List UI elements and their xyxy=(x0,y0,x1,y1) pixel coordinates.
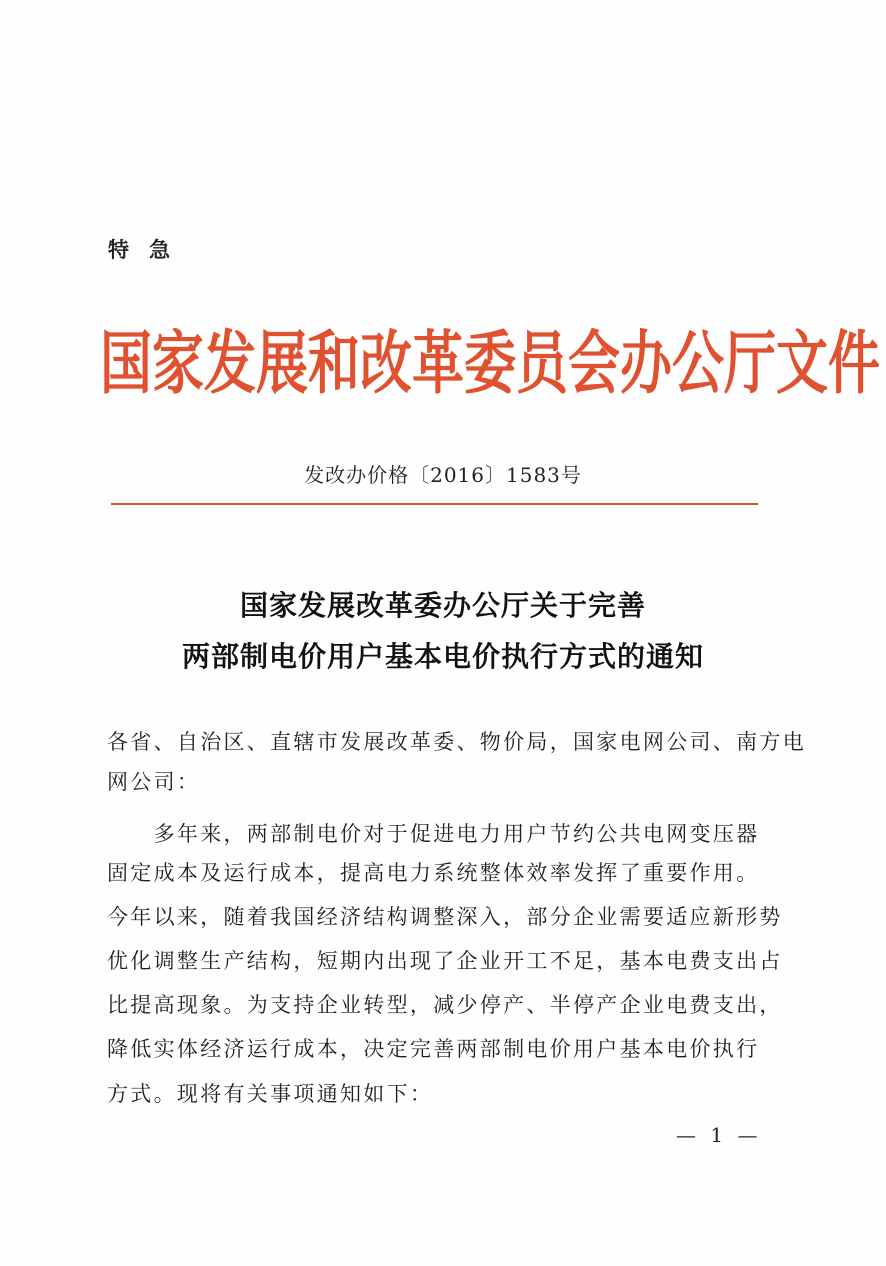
body-line: 比提高现象。为支持企业转型，减少停产、半停产企业电费支出， xyxy=(107,993,783,1017)
body-line: 各省、自治区、直辖市发展改革委、物价局，国家电网公司、南方电 xyxy=(107,730,806,754)
notice-title-line-2: 两部制电价用户基本电价执行方式的通知 xyxy=(181,640,704,673)
notice-title-line-1: 国家发展改革委办公厅关于完善 xyxy=(239,589,646,622)
page-number: — 1 — xyxy=(676,1123,762,1147)
masthead-title: 国家发展和改革委员会办公厅文件 xyxy=(100,323,881,405)
body-line: 今年以来，随着我国经济结构调整深入，部分企业需要适应新形势 xyxy=(107,905,783,929)
red-separator-line xyxy=(111,503,758,505)
body-line: 网公司： xyxy=(107,770,201,794)
body-line: 固定成本及运行成本，提高电力系统整体效率发挥了重要作用。 xyxy=(107,861,760,885)
body-line: 多年来，两部制电价对于促进电力用户节约公共电网变压器 xyxy=(107,822,760,846)
document-number: 发改办价格〔2016〕1583号 xyxy=(304,463,582,487)
body-line: 降低实体经济运行成本，决定完善两部制电价用户基本电价执行 xyxy=(107,1037,760,1061)
urgency-label: 特急 xyxy=(108,238,190,262)
body-line: 优化调整生产结构，短期内出现了企业开工不足，基本电费支出占 xyxy=(107,949,783,973)
body-line: 方式。现将有关事项通知如下： xyxy=(107,1082,434,1106)
